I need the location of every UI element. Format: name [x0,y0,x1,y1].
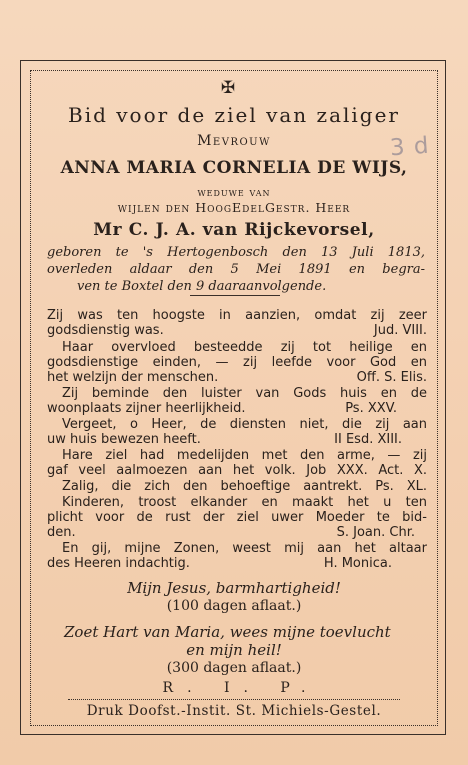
invocation-jesus: Mijn Jesus, barmhartigheid! [127,579,341,597]
passage-ref: H. Monica. [323,556,392,571]
separator-rule [190,295,280,296]
passage-line: Zij was ten hoogste in aanzien, omdat zij zeer [47,308,427,323]
passage-line [47,370,427,385]
passage-line: Zalig, die zich den behoeftige aantrekt. Ps. XL. [62,479,427,494]
invocation-maria-cont: en mijn heil! [186,641,282,659]
title-mevrouw: Mevrouw [197,133,271,149]
passage-text: uw huis bewezen heeft. [47,432,201,447]
handwritten-ink-mark: 3 d [389,132,431,162]
passage-line [47,401,427,416]
passage-line: En gij, mijne Zonen, weest mij aan het altaar [62,541,427,556]
husband-name: Mr C. J. A. van Rijckevorsel, [93,220,375,240]
passage-line: gaf veel aalmoezen aan het volk. Job XXX. Act. X. [47,463,427,478]
passage-text: het welzijn der menschen. [47,370,219,385]
passage-line [47,323,427,338]
bio-line: overleden aldaar den 5 Mei 1891 en begra- [47,262,425,277]
passage-line: plicht voor de rust der ziel uwer Moeder te bid- [47,510,427,525]
passage-line: Zij beminde den luister van Gods huis en de [62,386,427,401]
bio-line: ven te Boxtel den 9 daaraanvolgende. [77,279,327,294]
passage-line [47,525,427,540]
passage-line: Hare ziel had medelijden met den arme, — zij [62,448,427,463]
passage-ref: Jud. VIII. [373,323,427,338]
passage-ref: Ps. XXV. [345,401,397,416]
indulgence-100: (100 dagen aflaat.) [166,598,302,614]
passage-ref: II Esd. XIII. [334,432,402,447]
passage-line: Haar overvloed besteedde zij tot heilige en [62,340,427,355]
passage-line [47,432,427,447]
indulgence-300: (300 dagen aflaat.) [166,660,302,676]
bio-line: geboren te 's Hertogenbosch den 13 Juli 1813, [47,245,425,260]
passage-text: des Heeren indachtig. [47,556,190,571]
deceased-name: ANNA MARIA CORNELIA DE WIJS, [60,158,408,178]
cross-icon: ✠ [220,78,236,98]
passage-line: Kinderen, troost elkander en maakt het u ten [62,495,427,510]
passage-text: woonplaats zijner heerlijkheid. [47,401,246,416]
passage-line [47,556,427,571]
passage-line: Vergeet, o Heer, de diensten niet, die zij aan [62,417,427,432]
prayer-heading: Bid voor de ziel van zaliger [68,103,400,127]
widow-of-label: weduwe van [197,185,271,199]
invocation-maria: Zoet Hart van Maria, wees mijne toevlucht [64,623,391,641]
printer-imprint: Druk Doofst.-Instit. St. Michiels-Gestel. [86,703,382,719]
passage-text: godsdienstig was. [47,323,164,338]
late-husband-title: wijlen den HoogEdelGestr. Heer [117,200,351,215]
rip: R. I. P. [162,680,320,696]
passage-line: godsdienstige einden, — zij leefde voor God en [47,355,427,370]
passage-ref: Off. S. Elis. [356,370,427,385]
passage-text: den. [47,525,76,540]
passage-ref: S. Joan. Chr. [336,525,415,540]
